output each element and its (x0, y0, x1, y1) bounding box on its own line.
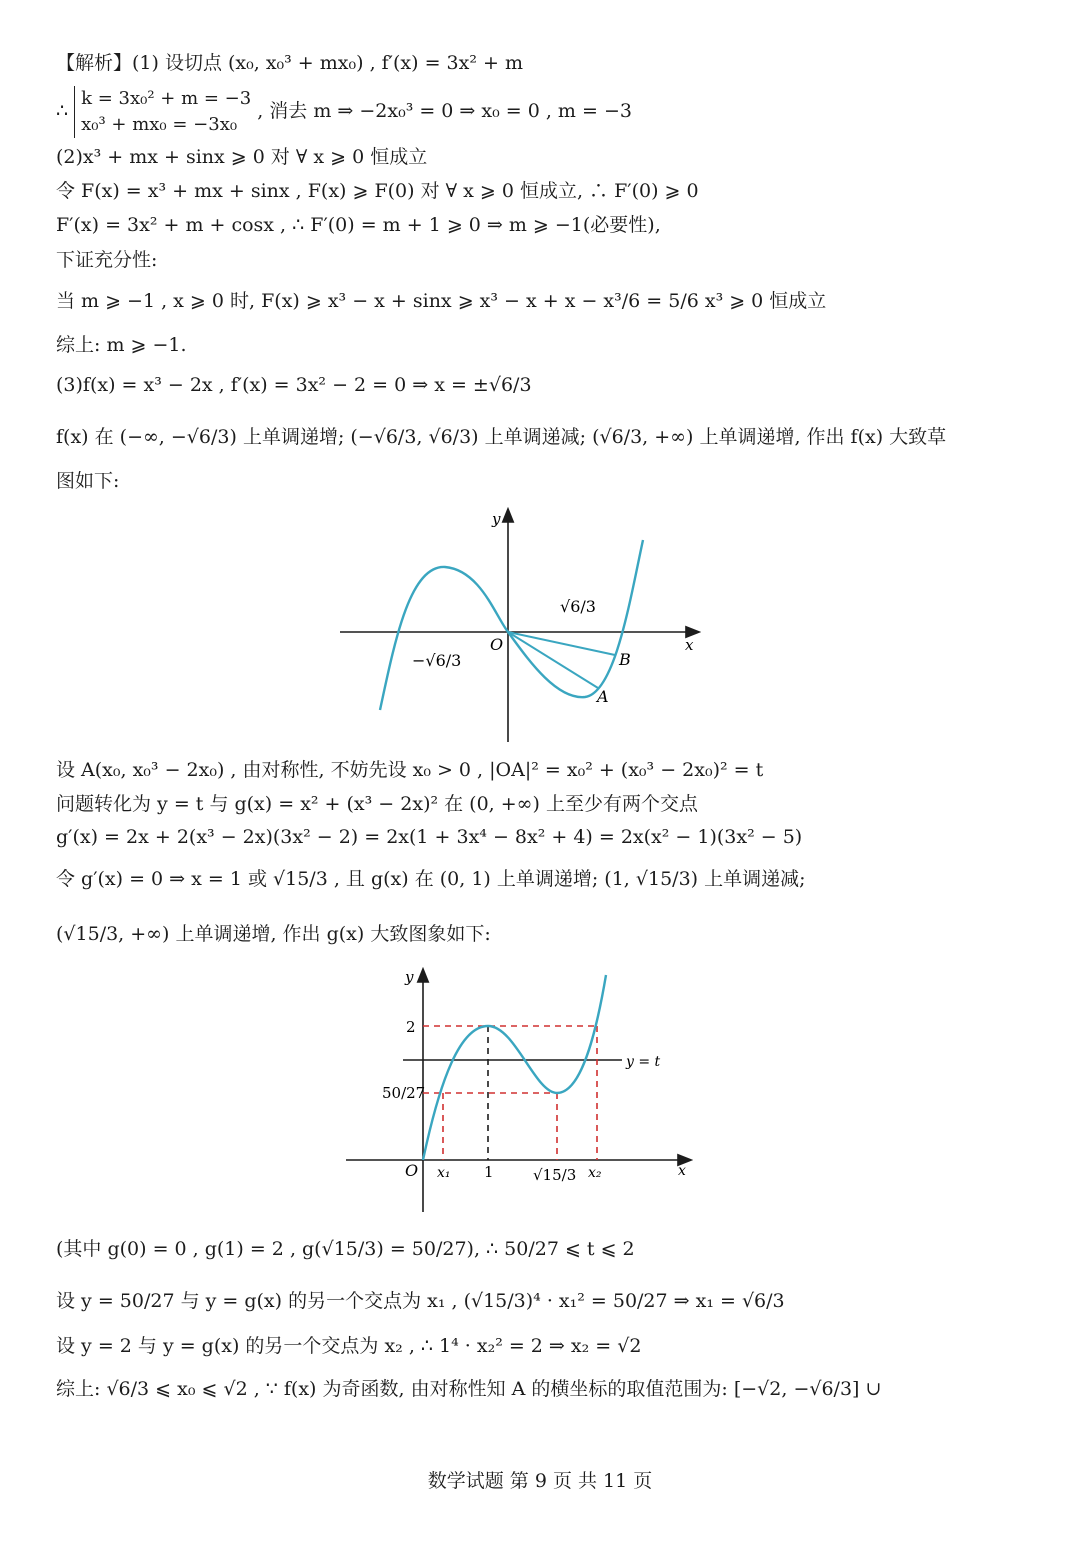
solution-line-g-values: (其中 g(0) = 0 , g(1) = 2 , g(√15/3) = 50/27), ∴ 50/27 ⩽ t ⩽ 2 (56, 1238, 635, 1260)
g-curve (423, 975, 606, 1160)
cubic-curve (380, 540, 643, 710)
fig1-pos-tick-label: √6/3 (560, 597, 596, 616)
solution-line-F-def: 令 F(x) = x³ + mx + sinx , F(x) ⩾ F(0) 对 ∀ x ⩾ 0 恒成立, ∴ F′(0) ⩾ 0 (56, 180, 699, 202)
solution-line-set-A: 设 A(x₀, x₀³ − 2x₀) , 由对称性, 不妨先设 x₀ > 0 , |OA|² = x₀² + (x₀³ − 2x₀)² = t (56, 759, 764, 781)
solution-line-part3: (3)f(x) = x³ − 2x , f′(x) = 3x² − 2 = 0 ⇒ x = ±√6/3 (56, 374, 532, 396)
fig1-origin-label: O (490, 635, 504, 654)
fig2-x-root15-label: √15/3 (533, 1166, 577, 1184)
fig1-x-label: x (685, 636, 694, 654)
solution-line-g-monotonic: 令 g′(x) = 0 ⇒ x = 1 或 √15/3 , 且 g(x) 在 (0, 1) 上单调递增; (1, √15/3) 上单调递减; (56, 868, 806, 890)
fig2-y-tick-5027: 50/27 (382, 1084, 426, 1102)
system-eq-2: x₀³ + mx₀ = −3x₀ (81, 114, 238, 136)
figure-f-graph (330, 500, 710, 750)
segment-OB (508, 632, 615, 655)
solution-line-F-deriv: F′(x) = 3x² + m + cosx , ∴ F′(0) = m + 1 ⩾ 0 ⇒ m ⩾ −1(必要性), (56, 214, 661, 236)
solution-line-x2: 设 y = 2 与 y = g(x) 的另一个交点为 x₂ , ∴ 1⁴ · x₂² = 2 ⇒ x₂ = √2 (56, 1335, 642, 1357)
fig2-y-tick-2: 2 (406, 1018, 416, 1036)
fig2-x2-label: x₂ (588, 1165, 602, 1181)
solution-line-final: 综上: √6/3 ⩽ x₀ ⩽ √2 , ∵ f(x) 为奇函数, 由对称性知 A 的横坐标的取值范围为: [−√2, −√6/3] ∪ (56, 1378, 882, 1400)
fig2-x-one-label: 1 (484, 1163, 494, 1181)
system-eq-1: k = 3x₀² + m = −3 (81, 88, 252, 109)
brace-system (74, 86, 251, 138)
fig2-x-label: x (678, 1163, 686, 1179)
fig2-line-label: y = t (626, 1054, 661, 1070)
figure-g-graph (340, 962, 700, 1212)
fig1-y-label: y (492, 510, 501, 528)
fig2-origin-label: O (405, 1161, 419, 1180)
solution-line-g-sketch: (√15/3, +∞) 上单调递增, 作出 g(x) 大致图象如下: (56, 923, 491, 945)
fig2-x1-label: x₁ (437, 1165, 451, 1181)
fig1-point-a: A (597, 687, 609, 706)
solution-line-inequality: 当 m ⩾ −1 , x ⩾ 0 时, F(x) ⩾ x³ − x + sinx ⩾ x³ − x + x − x³/6 = 5/6 x³ ⩾ 0 恒成立 (56, 290, 827, 312)
system-result: , 消去 m ⇒ −2x₀³ = 0 ⇒ x₀ = 0 , m = −3 (257, 100, 632, 123)
fig1-point-b: B (619, 650, 631, 669)
segment-OA (508, 632, 598, 688)
system-of-equations (56, 86, 632, 138)
fig1-neg-tick-label: −√6/3 (412, 651, 462, 670)
solution-line-part2: (2)x³ + mx + sinx ⩾ 0 对 ∀ x ⩾ 0 恒成立 (56, 146, 428, 168)
solution-line-x1: 设 y = 50/27 与 y = g(x) 的另一个交点为 x₁ , (√15/3)⁴ · x₁² = 50/27 ⇒ x₁ = √6/3 (56, 1290, 785, 1312)
solution-line-transform: 问题转化为 y = t 与 g(x) = x² + (x³ − 2x)² 在 (0, +∞) 上至少有两个交点 (56, 793, 698, 815)
solution-line-conclusion2: 综上: m ⩾ −1. (56, 334, 187, 356)
solution-line-monotonic: f(x) 在 (−∞, −√6/3) 上单调递增; (−√6/3, √6/3) 上单调递减; (√6/3, +∞) 上单调递增, 作出 f(x) 大致草 (56, 426, 947, 448)
solution-line-sufficiency: 下证充分性: (56, 249, 158, 271)
fig2-y-label: y (405, 968, 414, 986)
solution-line-g-deriv: g′(x) = 2x + 2(x³ − 2x)(3x² − 2) = 2x(1 + 3x⁴ − 8x² + 4) = 2x(x² − 1)(3x² − 5) (56, 826, 803, 848)
solution-line-1: 【解析】(1) 设切点 (x₀, x₀³ + mx₀) , f′(x) = 3x² + m (56, 52, 523, 74)
therefore-symbol: ∴ (56, 100, 69, 123)
solution-line-sketch: 图如下: (56, 470, 120, 492)
page-footer: 数学试题 第 9 页 共 11 页 (427, 1470, 653, 1492)
